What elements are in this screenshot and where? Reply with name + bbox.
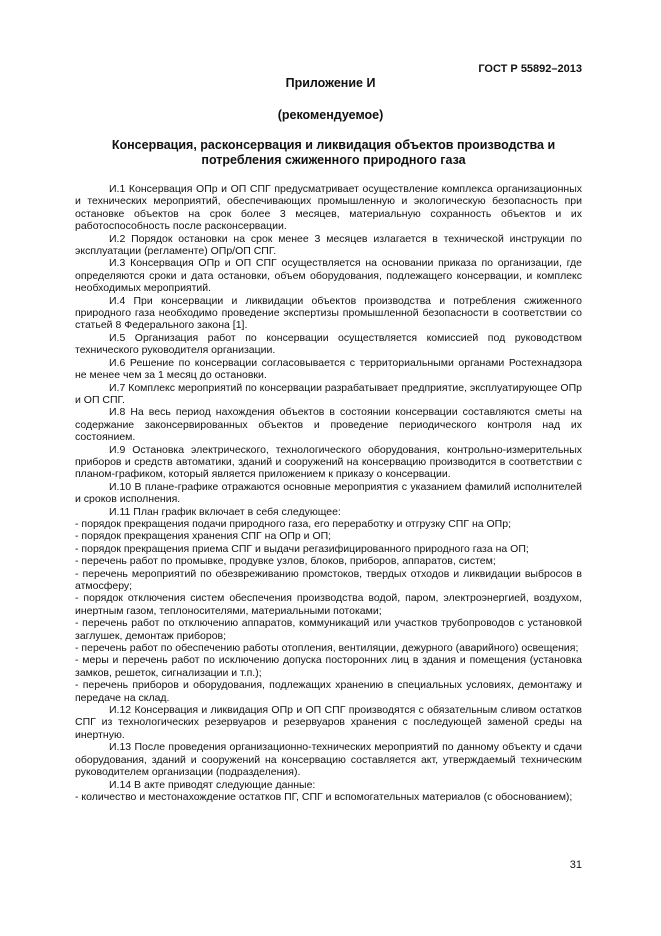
list-item: - перечень приборов и оборудования, подлежащих хранению в специальных условиях, демонтажу и передаче на склад. [75, 679, 582, 704]
list-item: - порядок прекращения приема СПГ и выдачи регазифицированного природного газа на ОП; [75, 542, 529, 555]
paragraph-i11: И.11 План график включает в себя следующее: [109, 505, 341, 518]
heading-line: Консервация, расконсервация и ликвидация объектов производства и [111, 138, 556, 152]
paragraph-i12: И.12 Консервация и ликвидация ОПр и ОП СПГ производятся с обязательным сливом остатков СПГ из технологических резервуаров и резервуаров хранения с последующей заменой среды на инертную. [75, 704, 582, 741]
heading-line: потребления сжиженного природного газа [201, 153, 466, 167]
body-text [75, 183, 582, 803]
paragraph-i2: И.2 Порядок остановки на срок менее 3 месяцев излагается в технической инструкции по эксплуатации (регламенте) ОПр/ОП СПГ. [75, 232, 582, 258]
paragraph-i1: И.1 Консервация ОПр и ОП СПГ предусматривает осуществление комплекса организационных и технических мероприятий, обеспечивающих промышленную и экологическую безопасность при остановке объектов на срок более 3 месяцев, материальную сохранность объектов и их работоспособность после расконсервации. [75, 183, 582, 233]
document-code: ГОСТ Р 55892–2013 [478, 63, 582, 75]
list-item: - количество и местонахождение остатков ПГ, СПГ и вспомогательных материалов (с обоснованием); [75, 790, 573, 803]
annex-title: Приложение И [285, 76, 376, 90]
list-item: - перечень мероприятий по обезвреживанию промстоков, твердых отходов и ликвидации выбросов в атмосферу; [75, 567, 582, 592]
list-item: - перечень работ по отключению аппаратов, коммуникаций или участков трубопроводов с установкой заглушек, демонтаж приборов; [75, 617, 582, 642]
list-item: - перечень работ по промывке, продувке узлов, блоков, приборов, аппаратов, систем; [75, 555, 496, 568]
list-item: - перечень работ по обеспечению работы отопления, вентиляции, дежурного (аварийного) освещения; [75, 642, 579, 655]
list-item: - порядок прекращения подачи природного газа, его переработку и отгрузку СПГ на ОПр; [75, 517, 511, 530]
paragraph-i10: И.10 В плане-графике отражаются основные мероприятия с указанием фамилий исполнителей и сроков исполнения. [75, 480, 582, 506]
section-heading [80, 138, 587, 168]
page-number: 31 [569, 859, 582, 871]
paragraph-i4: И.4 При консервации и ликвидации объектов производства и потребления сжиженного природного газа необходимо проведение экспертизы промышленной безопасности в соответствии со статьей 8 Федерального закона [1]. [75, 294, 582, 332]
paragraph-i5: И.5 Организация работ по консервации осуществляется комиссией под руководством технического руководителя организации. [75, 331, 582, 357]
list-item: - меры и перечень работ по исключению допуска посторонних лиц в здания и помещения (установка замков, решеток, сигнализации и т.п.); [75, 654, 582, 679]
annex-subtitle: (рекомендуемое) [277, 108, 384, 122]
paragraph-i7: И.7 Комплекс мероприятий по консервации разрабатывает предприятие, эксплуатирующее ОПр и ОП СПГ. [75, 381, 582, 406]
paragraph-i9: И.9 Остановка электрического, технологического оборудования, контрольно-измерительных приборов и средств автоматики, зданий и сооружений на консервацию производится в соответствии с планом-графиком, который является приложением к приказу о консервации. [75, 443, 582, 481]
paragraph-i8: И.8 На весь период нахождения объектов в состоянии консервации составляются сметы на содержание законсервированных объектов и проведение периодического контроля над их состоянием. [75, 406, 582, 444]
paragraph-i6: И.6 Решение по консервации согласовывается с территориальными органами Ростехнадзора не менее чем за 1 месяц до остановки. [75, 356, 582, 382]
paragraph-i3: И.3 Консервация ОПр и ОП СПГ осуществляется на основании приказа по организации, где определяются сроки и дата остановки, объем оборудования, подлежащего консервации, и комплекс необходимых мероприятий. [75, 257, 582, 295]
list-item: - порядок прекращения хранения СПГ на ОПр и ОП; [75, 530, 332, 543]
paragraph-i13: И.13 После проведения организационно-технических мероприятий по данному объекту и сдачи оборудования, зданий и сооружений на консервацию составляется акт, утверждаемый техническим руководителем организации (подразделения). [75, 741, 582, 779]
list-item: - порядок отключения систем обеспечения производства водой, паром, электроэнергией, воздухом, инертным газом, теплоносителями, материальными потоками; [75, 592, 582, 617]
paragraph-i14: И.14 В акте приводят следующие данные: [109, 778, 316, 791]
